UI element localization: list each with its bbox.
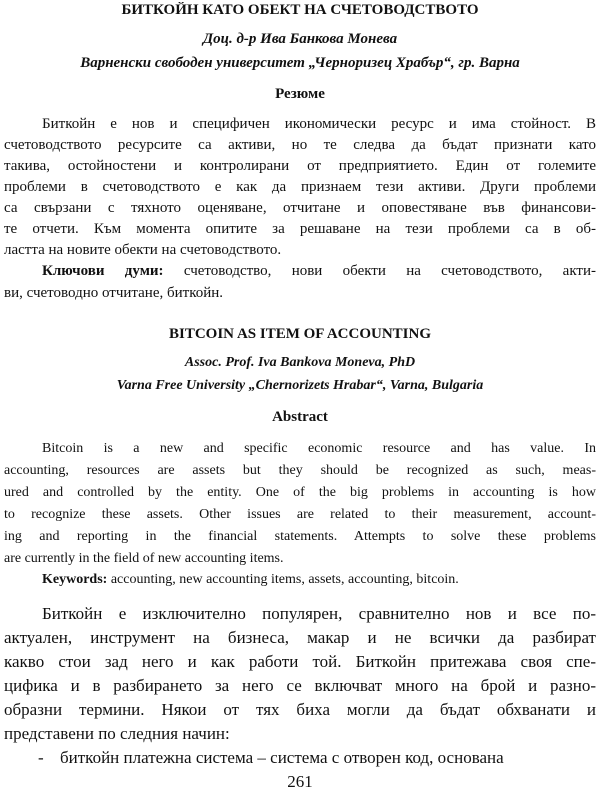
bg-keywords xyxy=(4,263,596,280)
bg-abstract-line: проблеми в счетоводството е как да признаем тези активи. Други проблеми xyxy=(4,179,596,195)
en-keywords-text: accounting, new accounting items, assets, accounting, bitcoin. xyxy=(107,572,459,587)
bg-keywords-text: счетоводство, нови обекти на счетоводството, акти- xyxy=(163,263,596,279)
bg-title: БИТКОЙН КАТО ОБЕКТ НА СЧЕТОВОДСТВОТО xyxy=(121,2,479,18)
body-line: Биткойн е изключително популярен, сравнително нов и все по- xyxy=(42,604,596,623)
en-author: Assoc. Prof. Iva Bankova Moneva, PhD xyxy=(184,355,416,370)
body-line: образни термини. Някои от тях биха могли да бъдат обхванати и xyxy=(4,700,596,719)
body-line: актуален, инструмент на бизнеса, макар и не всички да разбират xyxy=(4,628,596,647)
bg-affiliation: Варненски свободен университет „Черноризец Храбър“, гр. Варна xyxy=(80,55,520,71)
en-keywords xyxy=(4,572,596,588)
bg-abstract-line: счетоводството ресурсите са активи, но те следва да бъдат признати като xyxy=(4,137,596,153)
bg-abstract-line: Биткойн е нов и специфичен икономически ресурс и има стойност. В xyxy=(42,116,596,132)
bullet-dash: - xyxy=(38,748,44,767)
en-abstract-line: to recognize these assets. Other issues are related to their measurement, account- xyxy=(4,507,596,522)
bg-author: Доц. д-р Ива Банкова Монева xyxy=(202,31,398,47)
bg-keywords-continued: ви, счетоводно отчитане, биткойн. xyxy=(4,285,224,301)
body-line: представени по следния начин: xyxy=(4,724,230,743)
page-number: 261 xyxy=(287,772,313,791)
bullet-item xyxy=(4,748,596,768)
en-abstract-line: ured and controlled by the entity. One of the big problems in accounting is how xyxy=(4,485,596,500)
en-abstract-line: ing and reporting in the financial statements. Attempts to solve these problems xyxy=(4,529,596,544)
bg-abstract-line: такива, остойностени и контролирани от предприятието. Един от големите xyxy=(4,158,596,174)
en-keywords-label: Keywords: xyxy=(42,572,108,587)
body-line: цифика и в разбирането за него се включват много на брой и разно- xyxy=(4,676,596,695)
bullet-text: биткойн платежна система – система с отворен код, основана xyxy=(60,748,504,767)
bg-abstract-line: ластта на новите обекти на счетоводството. xyxy=(4,242,282,258)
en-title: BITCOIN AS ITEM OF ACCOUNTING xyxy=(169,326,431,342)
body-line: какво стои зад него и как работи той. Биткойн притежава своя спе- xyxy=(4,652,596,671)
en-affiliation: Varna Free University „Chernorizets Hrabar“, Varna, Bulgaria xyxy=(116,378,484,393)
en-abstract-line: Bitcoin is a new and specific economic resource and has value. In xyxy=(42,441,596,456)
bg-keywords-label: Ключови думи: xyxy=(42,263,164,279)
bg-abstract-heading: Резюме xyxy=(275,86,325,102)
en-abstract-heading: Abstract xyxy=(272,409,328,425)
en-abstract-line: accounting, resources are assets but they should be recognized as such, meas- xyxy=(4,463,596,478)
bg-abstract-line: те отчети. Към момента опитите за решаване на тези проблеми са в об- xyxy=(4,221,596,237)
bg-abstract-line: са свързани с тяхното оценяване, отчитане и оповестяване във финансови- xyxy=(4,200,596,216)
en-abstract-line: are currently in the field of new accounting items. xyxy=(4,551,284,566)
